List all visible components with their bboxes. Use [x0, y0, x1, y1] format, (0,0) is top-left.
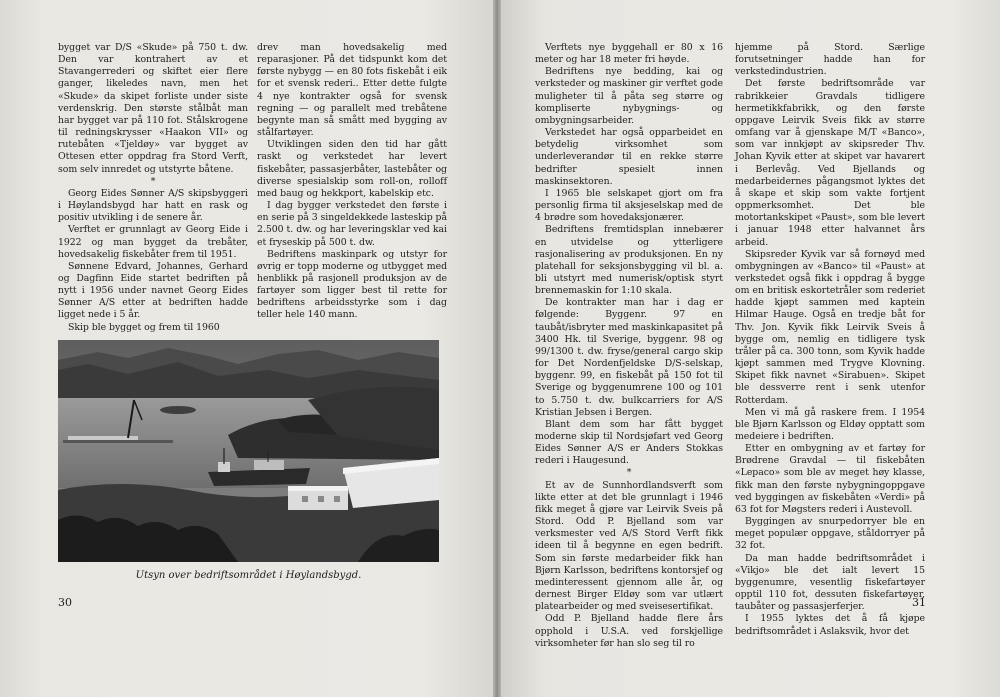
book-gutter — [493, 0, 501, 697]
section-separator: * — [626, 467, 632, 479]
paragraph: I dag bygger verkstedet den første i en serie på 3 singeldekkede lasteskip på 2.500 t. dw. og har leveringsklar ved kai et fryseskip på 500 t. dw. — [257, 200, 447, 248]
photo-caption: Utsyn over bedriftsområdet i Høylandsbygd. — [135, 570, 362, 581]
text-column-2 — [257, 42, 447, 322]
paragraph: Etter en ombygning av et fartøy for Brødrene Gravdal — til fiskebåten «Lepaco» som ble av meget høy klasse, fikk man den første nybygningoppgave ved byggingen av fiskebåten «Verdi» på 63 fot for Møgsters rederi i Austevoll. — [735, 443, 925, 515]
page-number-right: 31 — [912, 596, 926, 609]
paragraph: Sønnene Edvard, Johannes, Gerhard og Dagfinn Eide startet bedriften på nytt i 1956 under navnet Georg Eides Sønner A/S etter at bedriften hadde ligget nede i 5 år. — [58, 260, 248, 321]
section-separator: * — [150, 175, 156, 187]
paragraph: drev man hovedsakelig med reparasjoner. På det tidspunkt kom det første nybygg — en 80 fots fiskebåt i eik for et svensk rederi.. Etter dette fulgte 4 nye kontrakter også for svensk regning — og parallelt med trebåtene begynte man så smått med bygging av stålfartøyer. — [257, 42, 447, 139]
paragraph: bygget var D/S «Skude» på 750 t. dw. Den var kontrahert av et Stavangerrederi og skiftet eier flere ganger, likeledes navn, men het «Skude» da skipet forliste under siste verdenskrig. Den største stålbåt man har bygget var på 110 fot. Stålskrogene til redningskrysser «Haakon VII» og rutebåten «Tjeldøy» var bygget av Ottesen etter oppdrag fra Stord Verft, som selv innredet og utstyrte båtene. — [58, 42, 248, 175]
paragraph: Skip ble bygget og frem til 1960 — [68, 321, 220, 333]
paragraph: I 1955 lyktes det å få kjøpe bedriftsområdet i Aslaksvik, hvor det — [735, 613, 925, 637]
paragraph: Det første bedriftsområde var rabrikkeier Gravdals tidligere hermetikkfabrikk, og den første oppgave Leirvik Sveis fikk av større omfang var å gjenskape M/T «Banco», som var innkjøpt av skipsreder Thv. Johan Kyvik etter at skipet var havarert i Berlevåg. Ved Bjellands og medarbeidernes pågangsmot lyktes det å skape et skip som vakte fortjent oppmerksomhet. Det ble motortankskipet «Paust», som ble levert i januar 1948 etter halvannet års arbeid. — [735, 78, 925, 248]
paragraph: Bedriftens fremtidsplan innebærer en utvidelse og ytterligere rasjonalisering av produksjonen. En ny platehall for seksjonsbygging vil bl. a. bli utstyrt med numerisk/optisk styrt brennemaskin for 1:10 skala. — [535, 224, 723, 297]
text-column-3 — [535, 42, 723, 650]
text-column-4 — [735, 42, 925, 638]
paragraph: Odd P. Bjelland hadde flere års opphold i U.S.A. ved forskjellige virksomheter før han slo seg til ro — [535, 613, 723, 649]
paragraph: Blant dem som har fått bygget moderne skip til Nordsjøfart ved Georg Eides Sønner A/S er Anders Stokkas rederi i Haugesund. — [535, 418, 723, 467]
text-column-1 — [58, 42, 248, 334]
paragraph: hjemme på Stord. Særlige forutsetninger hadde han for verkstedindustrien. — [735, 42, 925, 78]
shipyard-photo — [58, 340, 439, 562]
paragraph: Bedriftens maskinpark og utstyr for øvrig er topp moderne og utbygget med henblikk på rasjonell produksjon av de fartøyer som ligger best til rette for bedriftens arbeidsstyrke som i dag teller hele 140 mann. — [257, 248, 447, 321]
paragraph: I 1965 ble selskapet gjort om fra personlig firma til aksjeselskap med de 4 brødre som hovedaksjonærer. — [535, 187, 723, 224]
left-page — [0, 0, 497, 697]
paragraph: Skipsreder Kyvik var så fornøyd med ombygningen av «Banco» til «Paust» at verkstedet også fikk i oppdrag å bygge om en britisk eskortetråler som rederiet hadde kjøpt sammen med kaptein Hilmar Hauge. Også en tredje båt for Thv. Jon. Kyvik fikk Leirvik Sveis å bygge om, nemlig en tidligere tysk tråler på ca. 300 tonn, som Kyvik hadde kjøpt sammen med Trygve Klovning. Skipet fikk navnet «Sirabuen». Skipet ble dessverre rent i senk utenfor Rotterdam. — [735, 248, 925, 406]
paragraph: Verftets nye byggehall er 80 x 16 meter og har 18 meter fri høyde. — [535, 42, 723, 66]
page-number-left: 30 — [58, 596, 72, 609]
paragraph: Byggingen av snurpedorryer ble en meget populær oppgave, ståldorryer på 32 fot. — [735, 516, 925, 552]
paragraph: Et av de Sunnhordlandsverft som likte etter at det ble grunnlagt i 1946 fikk meget å gjøre var Leirvik Sveis på Stord. Odd P. Bjelland som var verksmester ved A/S Stord Verft fikk ideen til å begynne en egen bedrift. Som sin første medarbeider fikk han Bjørn Karlsson, bedriftens kontorsjef og medinteressent gjennom alle år, og dernest Birger Eldøy som var utlært platearbeider og med sveisesertifikat. — [535, 479, 723, 613]
paragraph: Utviklingen siden den tid har gått raskt og verkstedet har levert fiskebåter, passasjerbåter, lastebåter og diverse spesialskip som roll-on, rolloff med baug og hekkport, kabelskip etc. — [257, 139, 447, 199]
paragraph: Da man hadde bedriftsområdet i «Vikjo» ble det ialt levert 15 byggenumre, vesentlig fiskefartøyer opptil 110 fot, dessuten fiskefartøyer, taubåter og passasjerferjer. — [735, 552, 925, 613]
paragraph: Men vi må gå raskere frem. I 1954 ble Bjørn Karlsson og Eldøy opptatt som medeiere i bedriften. — [735, 406, 925, 442]
paragraph: Verftet er grunnlagt av Georg Eide i 1922 og man bygget da trebåter, hovedsakelig fiskebåter frem til 1951. — [58, 224, 248, 260]
right-page — [497, 0, 1000, 697]
paragraph: Georg Eides Sønner A/S skipsbyggeri i Høylandsbygd har hatt en rask og positiv utvikling i de senere år. — [58, 187, 248, 224]
paragraph: De kontrakter man har i dag er følgende: Byggenr. 97 en taubåt/isbryter med maskinkapasitet på 3400 Hk. til Sverige, byggenr. 98 og 99/1300 t. dw. fryse/general cargo skip for Det Nordenfjeldske D/S-selskap, byggenr. 99, en fiskebåt på 150 fot til Sverige og byggenumrene 100 og 101 to 5.750 t. dw. bulkcarriers for A/S Kristian Jebsen i Bergen. — [535, 297, 723, 418]
paragraph: Verkstedet har også opparbeidet en betydelig virksomhet som underleverandør til en rekke større bedrifter spesielt innen maskinsektoren. — [535, 127, 723, 187]
paragraph: Bedriftens nye bedding, kai og verksteder og maskiner gir verftet gode muligheter til å påta seg større og kompliserte nybygnings- og ombygningsarbeider. — [535, 66, 723, 126]
